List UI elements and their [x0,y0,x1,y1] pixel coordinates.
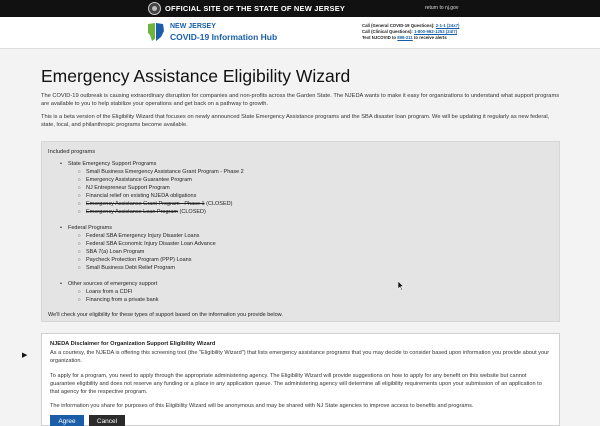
program-group [60,224,216,272]
expand-arrow-icon[interactable]: ▶ [22,352,28,359]
cancel-button[interactable]: Cancel [89,415,125,426]
disclaimer-title: NJEDA Disclaimer for Organization Support Eligibility Wizard [50,341,216,347]
official-site-bar [0,0,600,17]
program-item: ○ Financing from a private bank [78,296,158,304]
official-site-text: OFFICIAL SITE OF THE STATE OF NEW JERSEY [165,4,346,13]
program-item-closed: ○ Emergency Assistance Loan Program (CLOSED) [78,208,244,216]
program-item: ○ Loans from a CDFI [78,288,158,296]
brand-line-2[interactable]: COVID-19 Information Hub [170,32,278,42]
disclaimer-paragraph-3: The information you share for purposes of this Eligibility Wizard will be anonymous and may be shared with NJ State agencies to improve access to benefits and programs. [50,403,474,409]
program-group-title: • Federal Programs [60,224,216,232]
program-item: ○ NJ Entrepreneur Support Program [78,184,244,192]
contact-text: Text NJCOVID to 898-211 to receive alerts [362,35,447,40]
contact-clinical-phone[interactable]: 1-800-962-1253 (24/7) [414,29,458,34]
agree-button[interactable]: Agree [50,415,84,426]
return-to-nj-link[interactable]: return to nj.gov [425,5,459,11]
program-item: ○ Financial relief on existing NJEDA obligations [78,192,244,200]
program-item: ○ Federal SBA Economic Injury Disaster Loan Advance [78,240,216,248]
programs-heading: Included programs [48,149,96,155]
program-item: ○ Emergency Assistance Guarantee Program [78,176,244,184]
mouse-pointer-icon [398,281,404,291]
contact-text-number[interactable]: 898-211 [397,35,413,40]
program-group-title: • State Emergency Support Programs [60,160,244,168]
included-programs-panel [41,141,560,322]
intro-paragraph: The COVID-19 outbreak is causing extraordinary disruption for companies and non-profits across the Garden State. The NJEDA wants to make it easy for organizations to understand what support programs are available to you to help stabilize your operations and get back on a pathway to growth. [41,93,560,107]
beta-paragraph: This is a beta version of the Eligibility Wizard that focuses on newly announced State Emergency Assistance programs and the SBA disaster loan program. We will be updating it regularly as new federal, state, local, and philanthropic programs become available. [41,114,550,128]
disclaimer-paragraph-2: To apply for a program, you need to apply through the appropriate administering agency. The Eligibility Wizard will provide suggestions on how to apply for any benefit on this website but cannot guarantee eligibility and does not reserve any funding or a place in any application queue. The administering agency will determine all eligibility requirements upon your submission of an application to that agency for the respective program. [50,373,542,395]
contact-info [362,23,459,41]
program-item: ○ Small Business Debt Relief Program [78,264,216,272]
site-header [0,17,600,49]
disclaimer-panel [41,333,560,426]
program-item-closed: ○ Emergency Assistance Grant Program - Phase 1 (CLOSED) [78,200,244,208]
programs-footer: We'll check your eligibility for these types of support based on the information you provide below. [48,312,283,318]
contact-general: Call (General COVID-19 Questions): 2-1-1 (24x7) [362,23,460,28]
contact-general-phone[interactable]: 2-1-1 (24x7) [435,23,460,28]
contact-clinical: Call (Clinical Questions): 1-800-962-1253 (24/7) [362,29,458,34]
program-group [60,160,244,216]
program-item: ○ Small Business Emergency Assistance Grant Program - Phase 2 [78,168,244,176]
program-group-title: • Other sources of emergency support [60,280,158,288]
page-title: Emergency Assistance Eligibility Wizard [41,66,351,86]
program-item: ○ Paycheck Protection Program (PPP) Loans [78,256,216,264]
state-seal-icon [148,2,161,15]
program-group [60,280,158,304]
program-item: ○ SBA 7(a) Loan Program [78,248,216,256]
program-item: ○ Federal SBA Emergency Injury Disaster Loans [78,232,216,240]
nj-logo-icon[interactable] [146,21,166,43]
brand-line-1[interactable]: NEW JERSEY [170,23,216,30]
disclaimer-paragraph-1: As a courtesy, the NJEDA is offering this screening tool (the "Eligibility Wizard") that lists emergency assistance programs that you may decide to consider based upon information you provide about your organization. [50,350,550,364]
